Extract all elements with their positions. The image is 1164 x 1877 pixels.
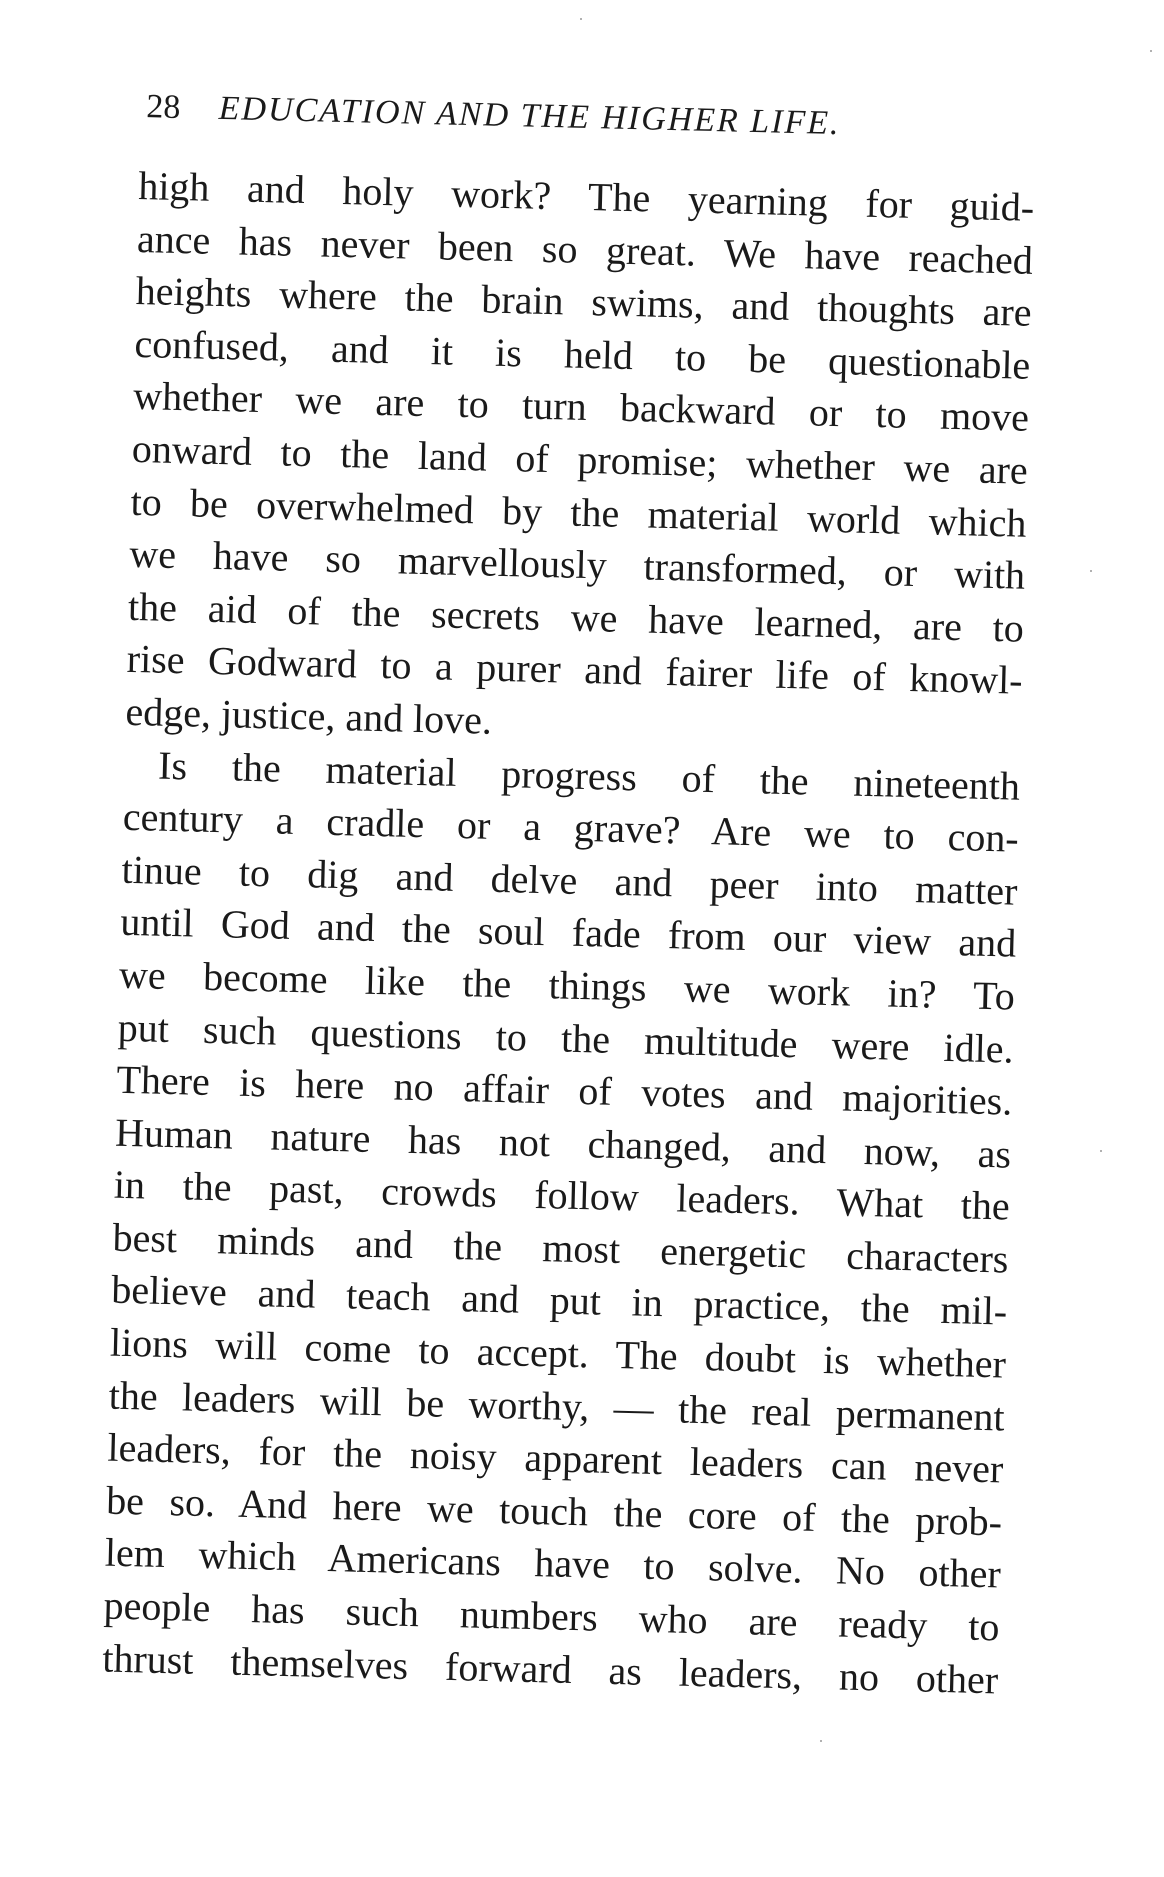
text-line: thrust themselves forward as leaders, no other xyxy=(101,1635,999,1703)
scan-speck xyxy=(1150,50,1152,52)
text-line: we have so marvellously transformed, or with xyxy=(128,531,1026,598)
text-line: century a cradle or a grave? Are we to con- xyxy=(122,793,1020,861)
text-line: we become like the things we work in? To xyxy=(118,951,1016,1019)
paragraph-1 xyxy=(125,160,1035,760)
text-line: the leaders will be worthy, — the real permanent xyxy=(108,1372,1006,1440)
text-line: tinue to dig and delve and peer into matter xyxy=(121,846,1018,914)
text-line: leaders, for the noisy apparent leaders can never xyxy=(107,1424,1004,1492)
text-line: people has such numbers who are ready to xyxy=(103,1582,1000,1650)
scan-speck xyxy=(1090,570,1092,572)
text-line: heights where the brain swims, and thoughts are xyxy=(135,268,1033,336)
text-line: believe and teach and put in practice, the mil- xyxy=(110,1267,1008,1335)
text-line: There is here no affair of votes and majorities. xyxy=(116,1056,1013,1124)
text-line: edge, justice, and love. xyxy=(125,688,493,743)
text-line: to be overwhelmed by the material world which xyxy=(130,478,1027,546)
text-line: best minds and the most energetic characters xyxy=(112,1214,1009,1282)
text-line: ance has never been so great. We have reached xyxy=(136,215,1034,283)
text-line: high and holy work? The yearning for guid- xyxy=(137,162,1035,230)
running-header xyxy=(146,88,977,146)
text-line: Is the material progress of the nineteenth xyxy=(157,742,1021,809)
page-number: 28 xyxy=(145,88,181,126)
paragraph-2 xyxy=(102,738,1021,1706)
scan-speck xyxy=(1100,1150,1102,1152)
text-line: whether we are to turn backward or to move xyxy=(132,373,1030,441)
text-line: in the past, crowds follow leaders. What the xyxy=(113,1161,1011,1229)
text-line: onward to the land of promise; whether we are xyxy=(131,425,1029,493)
text-line: Human nature has not changed, and now, as xyxy=(114,1109,1012,1177)
text-line: be so. And here we touch the core of the prob- xyxy=(105,1477,1003,1545)
text-line: lem which Americans have to solve. No other xyxy=(104,1530,1002,1597)
text-line: put such questions to the multitude were idle. xyxy=(117,1004,1015,1072)
text-line: until God and the soul fade from our view and xyxy=(119,899,1017,966)
text-line: the aid of the secrets we have learned, are to xyxy=(127,583,1025,651)
text-line: lions will come to accept. The doubt is whether xyxy=(109,1319,1007,1387)
text-line: rise Godward to a purer and fairer life of knowl- xyxy=(126,636,1024,704)
body-text xyxy=(102,160,1035,1707)
running-title: EDUCATION AND THE HIGHER LIFE. xyxy=(218,89,842,143)
text-line: confused, and it is held to be questionable xyxy=(133,320,1031,388)
scan-speck xyxy=(820,1740,822,1742)
scan-speck xyxy=(580,18,582,20)
